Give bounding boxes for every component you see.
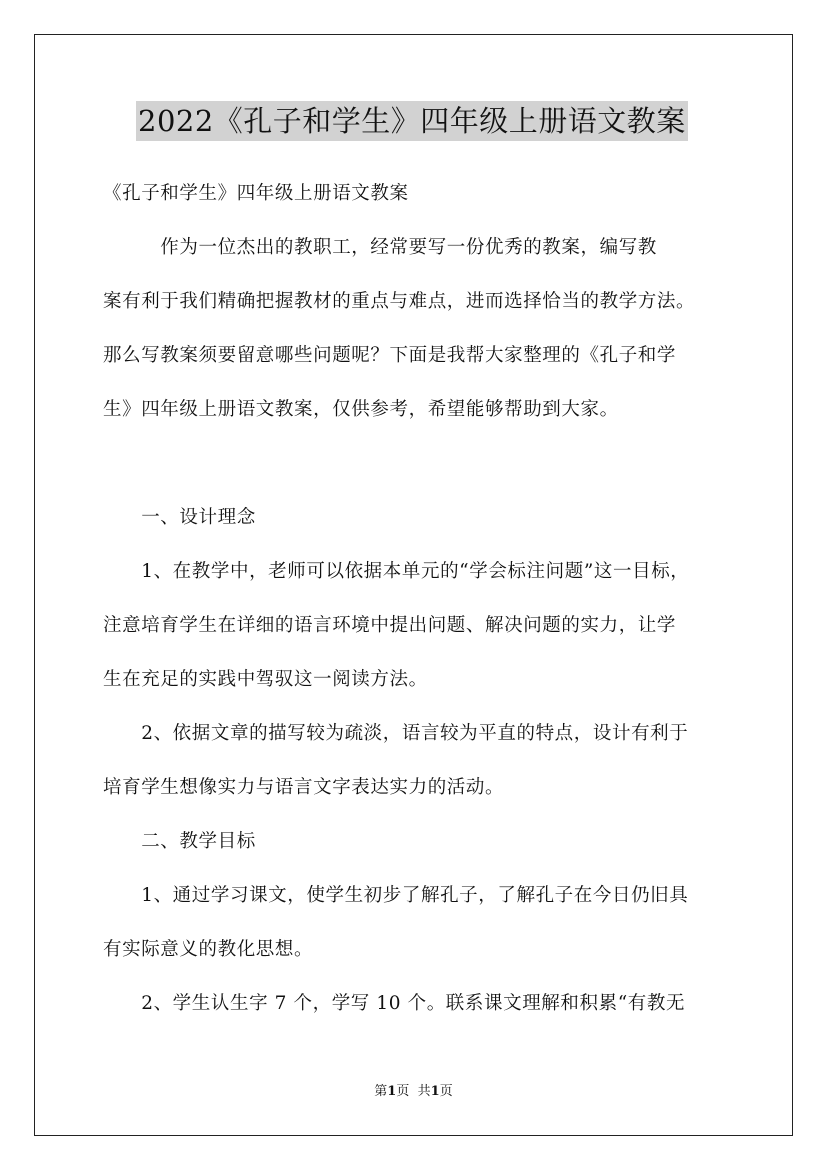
page-number: 1: [387, 1084, 397, 1099]
paragraph-line: 生》四年级上册语文教案，仅供参考，希望能够帮助到大家。: [103, 399, 619, 420]
paragraph-line: 培育学生想像实力与语言文字表达实力的活动。: [103, 777, 505, 798]
total-label-suffix: 页: [439, 1084, 453, 1099]
paragraph-line: 有实际意义的教化思想。: [103, 939, 314, 960]
paragraph-line: 注意培育学生在详细的语言环境中提出问题、解决问题的实力，让学: [103, 615, 677, 636]
total-pages: 1: [430, 1084, 440, 1099]
total-label-prefix: 共: [417, 1084, 431, 1099]
section-heading: 一、设计理念: [103, 507, 256, 528]
page-label-prefix: 第: [374, 1084, 388, 1099]
page-footer: [0, 1083, 827, 1101]
paragraph-line: 1、通过学习课文，使学生初步了解孔子，了解孔子在今日仍旧具: [103, 885, 689, 906]
document-title: 2022《孔子和学生》四年级上册语文教案: [136, 101, 688, 141]
paragraph-line: 2、依据文章的描写较为疏淡，语言较为平直的特点，设计有利于: [103, 723, 689, 744]
paragraph-line: 作为一位杰出的教职工，经常要写一份优秀的教案，编写教: [103, 237, 657, 258]
paragraph-line: 那么写教案须要留意哪些问题呢？下面是我帮大家整理的《孔子和学: [103, 345, 677, 366]
paragraph-line: 生在充足的实践中驾驭这一阅读方法。: [103, 669, 428, 690]
subtitle-line: 《孔子和学生》四年级上册语文教案: [103, 183, 409, 204]
paragraph-line: 2、学生认生字 7 个，学写 10 个。联系课文理解和积累“有教无: [103, 993, 686, 1014]
page-label-suffix: 页: [396, 1084, 410, 1099]
paragraph-line: 案有利于我们精确把握教材的重点与难点，进而选择恰当的教学方法。: [103, 291, 696, 312]
section-heading: 二、教学目标: [103, 831, 256, 852]
paragraph-line: 1、在教学中，老师可以依据本单元的“学会标注问题”这一目标，: [103, 561, 690, 582]
